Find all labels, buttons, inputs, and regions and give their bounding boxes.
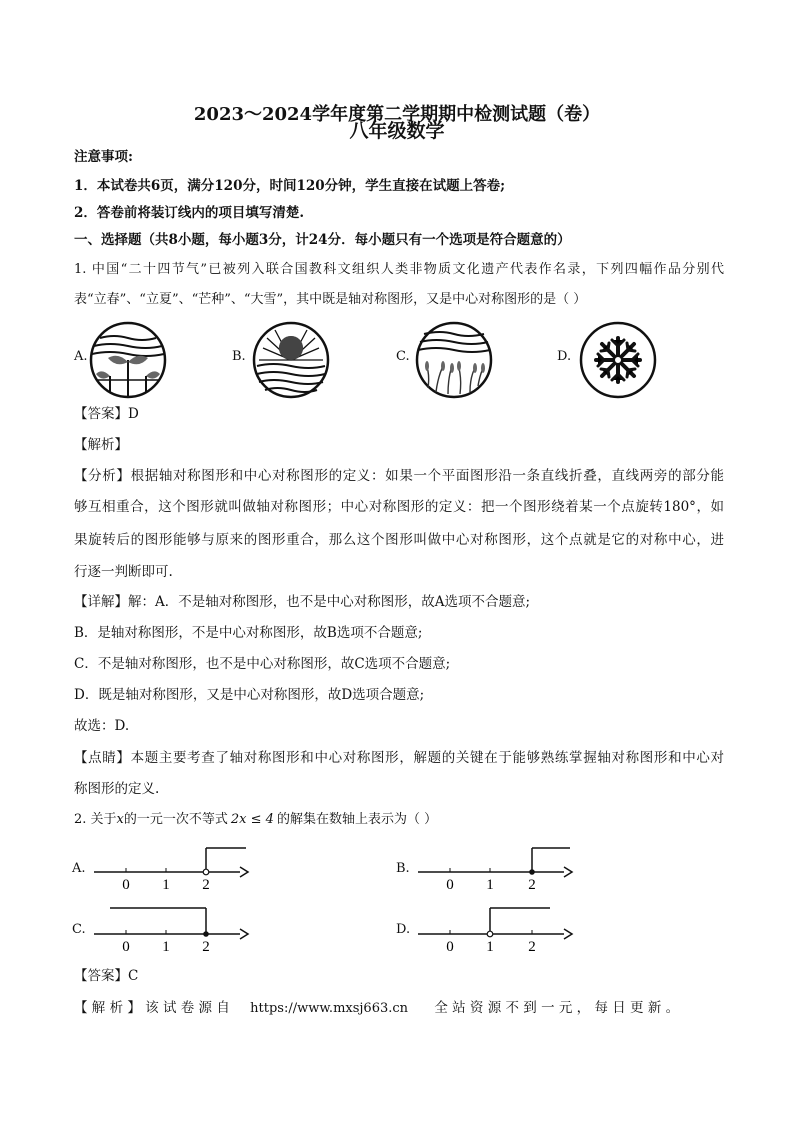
q2-stem-suffix: 的解集在数轴上表示为（ ） (276, 812, 438, 827)
page-subtitle: 八年级数学 (349, 120, 445, 142)
q2-option-d-label: D. (396, 922, 411, 937)
q1-detail-line5: 故选：D. (74, 718, 130, 734)
grain-picture (414, 320, 494, 400)
source-suffix: 全 站 资 源 不 到 一 元 ， 每 日 更 新 。 (434, 1000, 680, 1016)
sprout-picture (88, 320, 168, 400)
q2-stem-mid: 的一元一次不等式 (123, 812, 228, 827)
number-line-b-tick-2: 2 (528, 877, 536, 893)
number-line-c-tick-2: 2 (202, 939, 210, 955)
sun-picture (251, 320, 331, 400)
q1-dianjing-line1: 【点睛】本题主要考查了轴对称图形和中心对称图形，解题的关键在于能够熟练掌握轴对称图形和中心对 (74, 750, 724, 766)
q1-detail-line2: B．是轴对称图形，不是中心对称图形，故B选项不合题意; (74, 625, 423, 641)
number-line-a (90, 840, 260, 895)
number-line-b-tick-0: 0 (446, 877, 454, 893)
q1-option-a-label: A. (74, 349, 88, 364)
q1-option-d-label: D. (557, 349, 572, 364)
q1-stem-line2: 表“立春”、“立夏”、“芒种”、“大雪”，其中既是轴对称图形，又是中心对称图形的是（ ） (74, 292, 587, 307)
source-line (74, 998, 724, 1019)
number-line-a-tick-2: 2 (202, 877, 210, 893)
q1-option-c-label: C. (396, 349, 410, 364)
q2-option-c-label: C. (72, 922, 86, 937)
number-line-b-tick-1: 1 (486, 877, 494, 893)
number-line-c (90, 900, 260, 955)
number-line-d-tick-2: 2 (528, 939, 536, 955)
number-line-b (414, 840, 584, 895)
section-heading: 一、选择题（共8小题，每小题3分，计24分．每小题只有一个选项是符合题意的） (74, 232, 571, 248)
q1-option-b-label: B. (232, 349, 246, 364)
q1-detail-line3: C．不是轴对称图形，也不是中心对称图形，故C选项不合题意; (74, 656, 451, 672)
q1-fenxi-line1: 【分析】根据轴对称图形和中心对称图形的定义：如果一个平面图形沿一条直线折叠，直线两旁的部分能 (74, 468, 724, 484)
number-line-c-tick-1: 1 (162, 939, 170, 955)
number-line-a-tick-1: 1 (162, 877, 170, 893)
q2-answer: 【答案】C (74, 968, 139, 984)
source-prefix: 【 解 析 】 该 试 卷 源 自 (74, 1000, 230, 1016)
q2-stem-inequality: 2x ≤ 4 (230, 812, 274, 827)
q2-stem (74, 810, 724, 830)
q1-fenxi-line3: 果旋转后的图形能够与原来的图形重合，那么这个图形叫做中心对称图形，这个点就是它的对称中心，进 (74, 532, 724, 548)
note-item-2: 2．答卷前将装订线内的项目填写清楚. (74, 205, 305, 221)
snowflake-picture (578, 320, 658, 400)
q1-analysis-heading: 【解析】 (74, 437, 128, 453)
notes-heading: 注意事项: (74, 149, 133, 165)
number-line-c-tick-0: 0 (122, 939, 130, 955)
page-title: 2023～2024学年度第二学期期中检测试题（卷） (193, 104, 601, 125)
q1-fenxi-line4: 行逐一判断即可. (74, 564, 173, 580)
q1-stem-line1: 1. 中国“二十四节气”已被列入联合国教科文组织人类非物质文化遗产代表作名录，下列四幅作品分别代 (74, 262, 724, 277)
number-line-d-tick-0: 0 (446, 939, 454, 955)
number-line-d (414, 900, 584, 955)
number-line-d-tick-1: 1 (486, 939, 494, 955)
q2-stem-prefix: 2. 关于 (74, 812, 117, 827)
q1-detail-line4: D．既是轴对称图形，又是中心对称图形，故D选项合题意; (74, 687, 425, 703)
note-item-1: 1．本试卷共6页，满分120分，时间120分钟，学生直接在试题上答卷; (74, 178, 506, 194)
q1-dianjing-line2: 称图形的定义. (74, 781, 160, 797)
q1-detail-line1: 【详解】解：A．不是轴对称图形，也不是中心对称图形，故A选项不合题意; (74, 594, 531, 610)
q2-option-b-label: B. (396, 861, 410, 876)
source-url[interactable]: https://www.mxsj663.cn (250, 1001, 409, 1016)
number-line-a-tick-0: 0 (122, 877, 130, 893)
q2-stem-var: x (116, 812, 124, 827)
q2-option-a-label: A. (72, 861, 86, 876)
q1-answer: 【答案】D (74, 406, 139, 422)
q1-fenxi-line2: 够互相重合，这个图形就叫做轴对称图形；中心对称图形的定义：把一个图形绕着某一个点旋转180°，如 (74, 499, 724, 515)
